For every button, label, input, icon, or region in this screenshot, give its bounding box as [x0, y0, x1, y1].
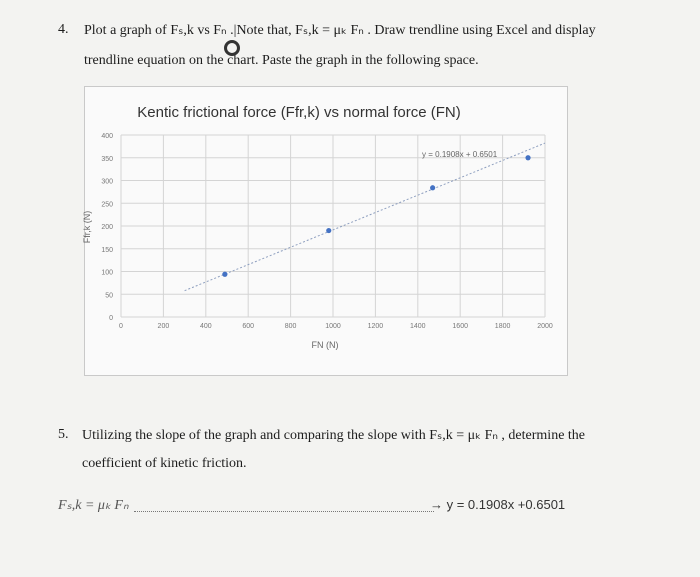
- x-tick-label: 1200: [367, 323, 384, 330]
- x-tick-label: 1600: [452, 323, 468, 330]
- y-tick-label: 50: [105, 292, 113, 300]
- y-tick-label: 200: [101, 224, 113, 231]
- trendline: [185, 143, 545, 291]
- x-tick-label: 0: [119, 323, 123, 330]
- y-tick-label: 300: [101, 178, 113, 186]
- scatter-chart: [82, 87, 567, 375]
- y-tick-label: 250: [101, 201, 113, 209]
- question-text-line-1: Utilizing the slope of the graph and comparing the slope with Fₛ,k = μₖ Fₙ , determine the: [82, 428, 586, 443]
- cursor-ring-icon: [224, 40, 240, 56]
- question-text-line-2: coefficient of kinetic friction.: [82, 456, 247, 471]
- y-tick-label: 100: [101, 269, 113, 277]
- answer-text[interactable]: → y = 0.1908x +0.6501: [430, 497, 566, 512]
- x-tick-label: 400: [199, 323, 212, 330]
- x-tick-label: 2000: [537, 323, 553, 330]
- x-tick-label: 1800: [494, 323, 511, 330]
- x-tick-label: 600: [242, 323, 255, 330]
- data-point: [525, 155, 530, 160]
- friction-formula: Fₛ,k = μₖ Fₙ: [58, 498, 129, 513]
- data-point: [326, 228, 331, 233]
- answer-blank-line: [134, 511, 434, 512]
- question-number: 4.: [58, 22, 69, 37]
- question-text-line-1: Plot a graph of Fₛ,k vs Fₙ .|Note that, Fₛ,k = μₖ Fₙ . Draw trendline using Excel and display: [84, 23, 596, 38]
- y-axis-label: Ffr,k (N): [82, 210, 92, 244]
- answer-row: [58, 497, 678, 521]
- y-tick-label: 350: [101, 155, 113, 163]
- x-tick-label: 1400: [410, 323, 426, 330]
- y-tick-label: 0: [109, 315, 113, 322]
- y-tick-label: 400: [101, 133, 113, 140]
- chart-frame: [84, 86, 568, 376]
- chart-title: Kentic frictional force (Ffr,k) vs normal force (FN): [137, 104, 461, 121]
- x-tick-label: 1000: [325, 323, 341, 330]
- trendline-equation: y = 0.1908x + 0.6501: [422, 149, 498, 159]
- x-tick-label: 200: [157, 323, 170, 330]
- question-text-line-2: trendline equation on the chart. Paste the graph in the following space.: [84, 53, 479, 68]
- question-number: 5.: [58, 427, 69, 442]
- x-axis-label: FN (N): [311, 340, 339, 350]
- data-point: [222, 272, 227, 277]
- x-tick-label: 800: [284, 323, 297, 330]
- data-point: [430, 185, 435, 190]
- y-tick-label: 150: [101, 246, 113, 254]
